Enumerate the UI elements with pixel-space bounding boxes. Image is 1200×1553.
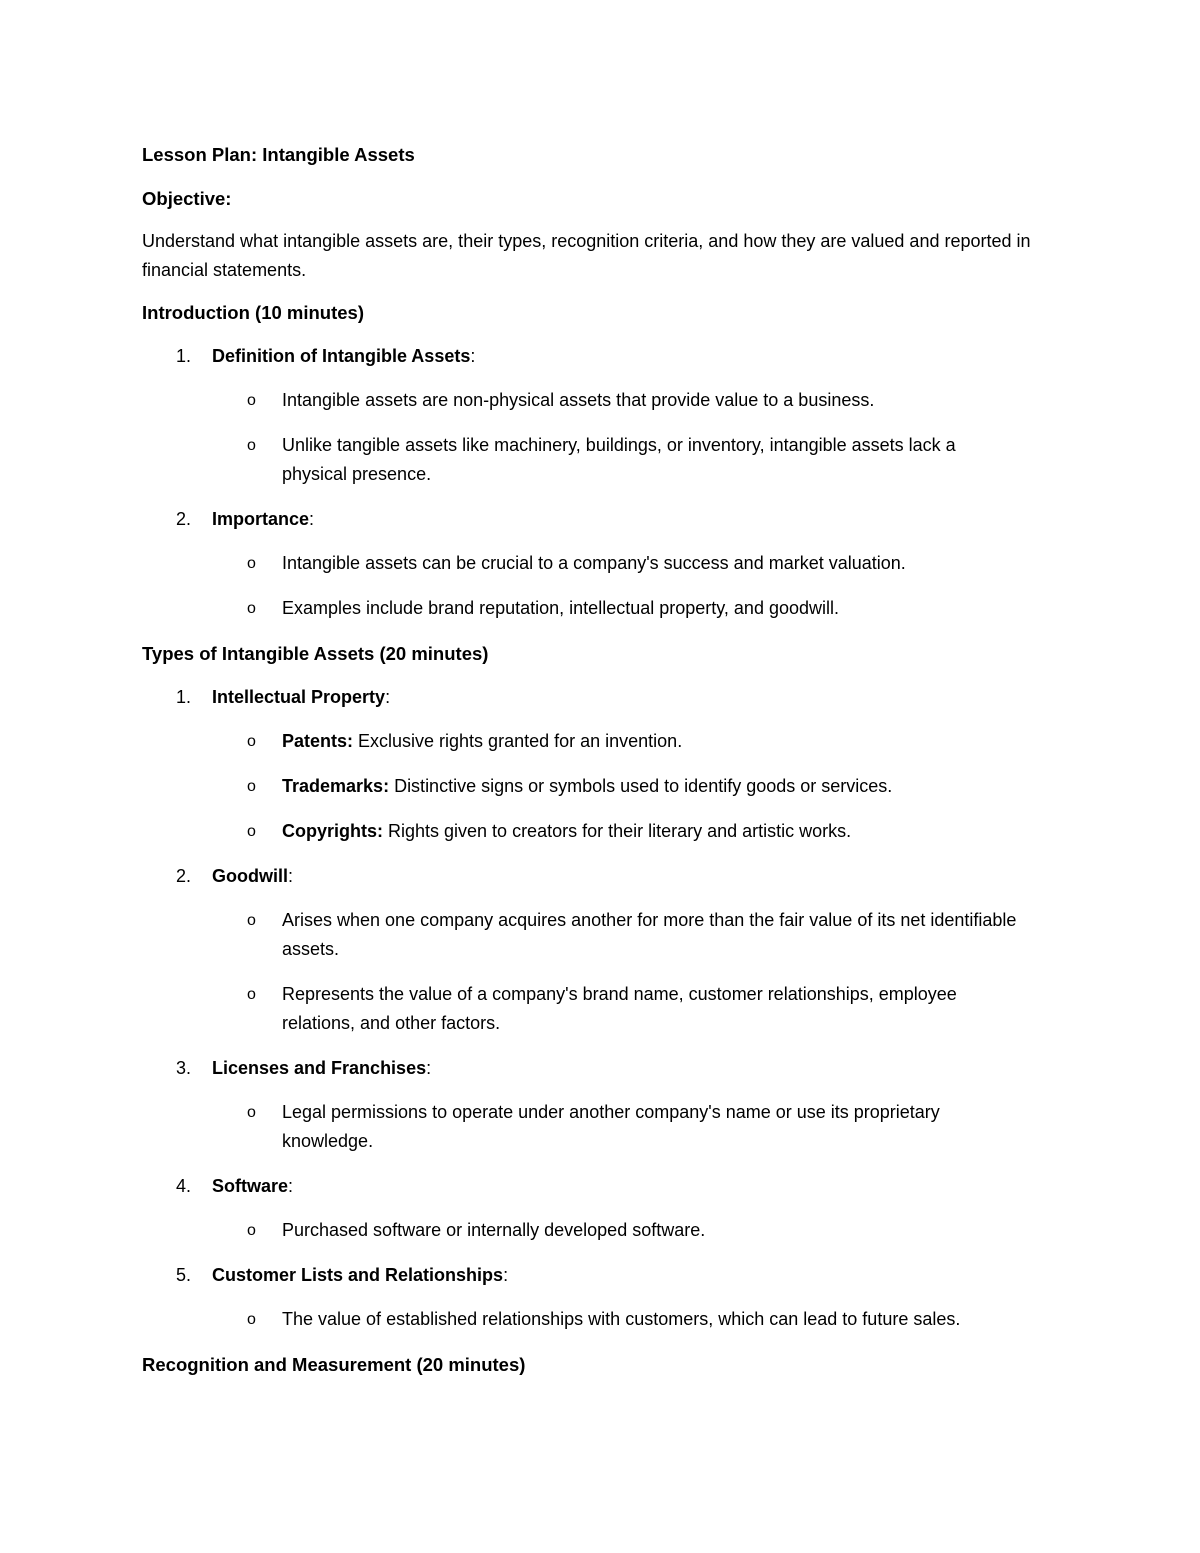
item-label: Software <box>212 1176 289 1196</box>
item-label-colon: : <box>309 509 315 529</box>
bullet-marker-icon: o <box>247 986 256 1003</box>
bullet-item <box>142 1216 1022 1245</box>
bullet-term: Trademarks: <box>282 776 390 796</box>
bullet-text: Exclusive rights granted for an invention. <box>353 731 683 751</box>
bullet-term: Patents: <box>282 731 354 751</box>
bullet-marker-icon: o <box>247 823 256 840</box>
numbered-item <box>142 683 1042 712</box>
bullet-text: Purchased software or internally developed software. <box>282 1220 706 1240</box>
numbered-item <box>142 1172 1042 1201</box>
item-label-colon: : <box>426 1058 432 1078</box>
bullet-item <box>142 594 1022 623</box>
bullet-term: Copyrights: <box>282 821 383 841</box>
sections-container <box>142 298 1042 1380</box>
section-heading: Recognition and Measurement (20 minutes) <box>142 1354 526 1375</box>
bullet-marker-icon: o <box>247 1311 256 1328</box>
section-heading: Introduction (10 minutes) <box>142 302 364 323</box>
item-number: 4. <box>176 1176 192 1196</box>
item-label: Goodwill <box>212 866 288 886</box>
bullet-text: Unlike tangible assets like machinery, buildings, or inventory, intangible assets lack a physical presence. <box>282 435 956 484</box>
item-number: 5. <box>176 1265 192 1285</box>
bullet-marker-icon: o <box>247 555 256 572</box>
bullet-item <box>142 906 1022 964</box>
numbered-item <box>142 1054 1042 1083</box>
bullet-item <box>142 772 1022 801</box>
item-label: Definition of Intangible Assets <box>212 346 471 366</box>
item-label: Customer Lists and Relationships <box>212 1265 504 1285</box>
item-label: Importance <box>212 509 310 529</box>
item-label-colon: : <box>503 1265 509 1285</box>
bullet-item <box>142 1305 1022 1334</box>
bullet-item <box>142 386 1022 415</box>
item-label: Licenses and Franchises <box>212 1058 427 1078</box>
bullet-marker-icon: o <box>247 1222 256 1239</box>
objective-heading: Objective: <box>142 188 232 209</box>
item-number: 3. <box>176 1058 192 1078</box>
bullet-text: Distinctive signs or symbols used to identify goods or services. <box>389 776 893 796</box>
item-number: 2. <box>176 866 192 886</box>
item-number: 1. <box>176 687 192 707</box>
numbered-item <box>142 505 1042 534</box>
bullet-item <box>142 1098 1022 1156</box>
bullet-item <box>142 817 1022 846</box>
bullet-text: Intangible assets are non-physical assets that provide value to a business. <box>282 390 875 410</box>
document-page <box>142 140 1042 1394</box>
bullet-text: Arises when one company acquires another for more than the fair value of its net identifiable assets. <box>282 910 1017 959</box>
item-number: 2. <box>176 509 192 529</box>
bullet-text: Legal permissions to operate under another company's name or use its proprietary knowledge. <box>282 1102 940 1151</box>
bullet-text: Examples include brand reputation, intellectual property, and goodwill. <box>282 598 839 618</box>
item-label-colon: : <box>470 346 476 366</box>
bullet-marker-icon: o <box>247 778 256 795</box>
item-label-colon: : <box>288 866 294 886</box>
objective-text: Understand what intangible assets are, their types, recognition criteria, and how they are valued and reported in financial statements. <box>142 231 1031 280</box>
section-heading: Types of Intangible Assets (20 minutes) <box>142 643 489 664</box>
numbered-item <box>142 862 1042 891</box>
item-label-colon: : <box>385 687 391 707</box>
bullet-item <box>142 727 1022 756</box>
bullet-marker-icon: o <box>247 912 256 929</box>
bullet-marker-icon: o <box>247 392 256 409</box>
bullet-text: Represents the value of a company's brand name, customer relationships, employee relations, and other factors. <box>282 984 957 1033</box>
bullet-marker-icon: o <box>247 600 256 617</box>
numbered-item <box>142 1261 1042 1290</box>
item-label: Intellectual Property <box>212 687 386 707</box>
bullet-text: The value of established relationships with customers, which can lead to future sales. <box>282 1309 961 1329</box>
item-label-colon: : <box>288 1176 294 1196</box>
bullet-marker-icon: o <box>247 437 256 454</box>
numbered-item <box>142 342 1042 371</box>
bullet-text: Rights given to creators for their literary and artistic works. <box>383 821 852 841</box>
document-title: Lesson Plan: Intangible Assets <box>142 144 415 165</box>
bullet-marker-icon: o <box>247 1104 256 1121</box>
bullet-marker-icon: o <box>247 733 256 750</box>
bullet-item <box>142 431 1022 489</box>
bullet-item <box>142 980 1022 1038</box>
item-number: 1. <box>176 346 192 366</box>
bullet-item <box>142 549 1022 578</box>
bullet-text: Intangible assets can be crucial to a company's success and market valuation. <box>282 553 906 573</box>
